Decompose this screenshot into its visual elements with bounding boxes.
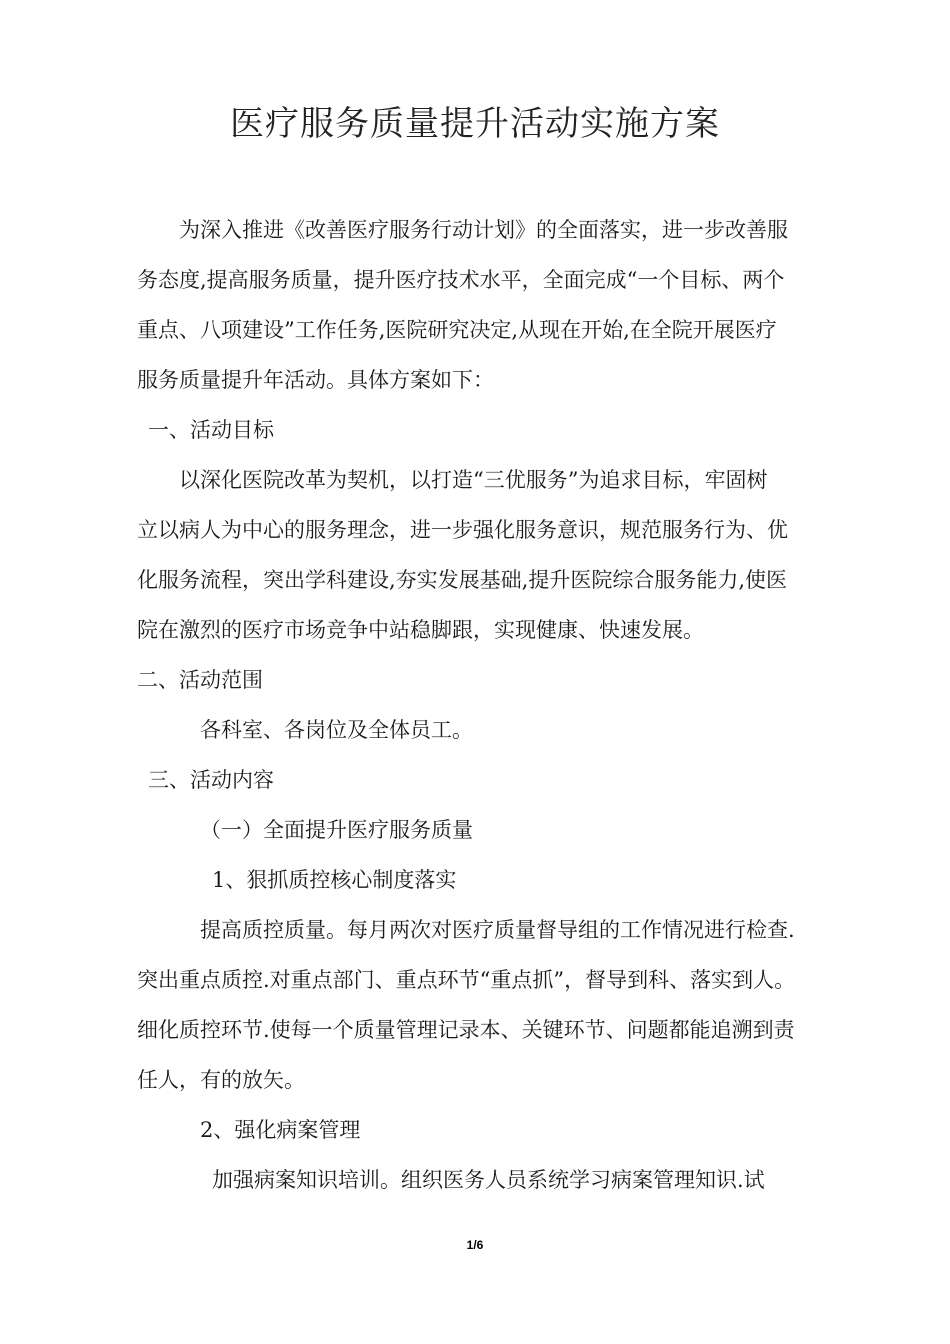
document-title: 医疗服务质量提升活动实施方案 (230, 104, 720, 144)
paragraph-records-line-1: 加强病案知识培训。组织医务人员系统学习病案管理知识.试 (212, 1168, 765, 1192)
paragraph-goal-line-4: 院在激烈的医疗市场竞争中站稳脚跟，实现健康、快速发展。 (137, 618, 704, 642)
paragraph-intro-line-4: 服务质量提升年活动。具体方案如下： (137, 368, 494, 392)
page-number: 1/6 (466, 1238, 484, 1252)
paragraph-goal-line-3: 化服务流程，突出学科建设,夯实发展基础,提升医院综合服务能力,使医 (137, 568, 788, 592)
section-heading-scope: 二、活动范围 (137, 668, 263, 692)
paragraph-scope: 各科室、各岗位及全体员工。 (200, 718, 473, 742)
item-heading-1: 1、狠抓质控核心制度落实 (212, 868, 457, 892)
paragraph-intro-line-3: 重点、八项建设”工作任务,医院研究决定,从现在开始,在全院开展医疗 (137, 318, 777, 342)
paragraph-qc-line-3: 细化质控环节.使每一个质量管理记录本、关键环节、问题都能追溯到责 (137, 1018, 795, 1042)
paragraph-qc-line-2: 突出重点质控.对重点部门、重点环节“重点抓”，督导到科、落实到人。 (137, 968, 796, 992)
paragraph-qc-line-4: 任人，有的放矢。 (137, 1068, 305, 1092)
paragraph-intro-line-2: 务态度,提高服务质量，提升医疗技术水平，全面完成“一个目标、两个 (137, 268, 785, 292)
item-heading-2: 2、强化病案管理 (200, 1118, 361, 1142)
subsection-heading-1: （一）全面提升医疗服务质量 (200, 818, 473, 842)
paragraph-intro-line-1: 为深入推进《改善医疗服务行动计划》的全面落实，进一步改善服 (179, 218, 788, 242)
section-heading-content: 三、活动内容 (148, 768, 274, 792)
section-heading-goal: 一、活动目标 (148, 418, 274, 442)
paragraph-qc-line-1: 提高质控质量。每月两次对医疗质量督导组的工作情况进行检查. (200, 918, 795, 942)
paragraph-goal-line-2: 立以病人为中心的服务理念，进一步强化服务意识，规范服务行为、优 (137, 518, 788, 542)
paragraph-goal-line-1: 以深化医院改革为契机，以打造“三优服务”为追求目标，牢固树 (179, 468, 768, 492)
